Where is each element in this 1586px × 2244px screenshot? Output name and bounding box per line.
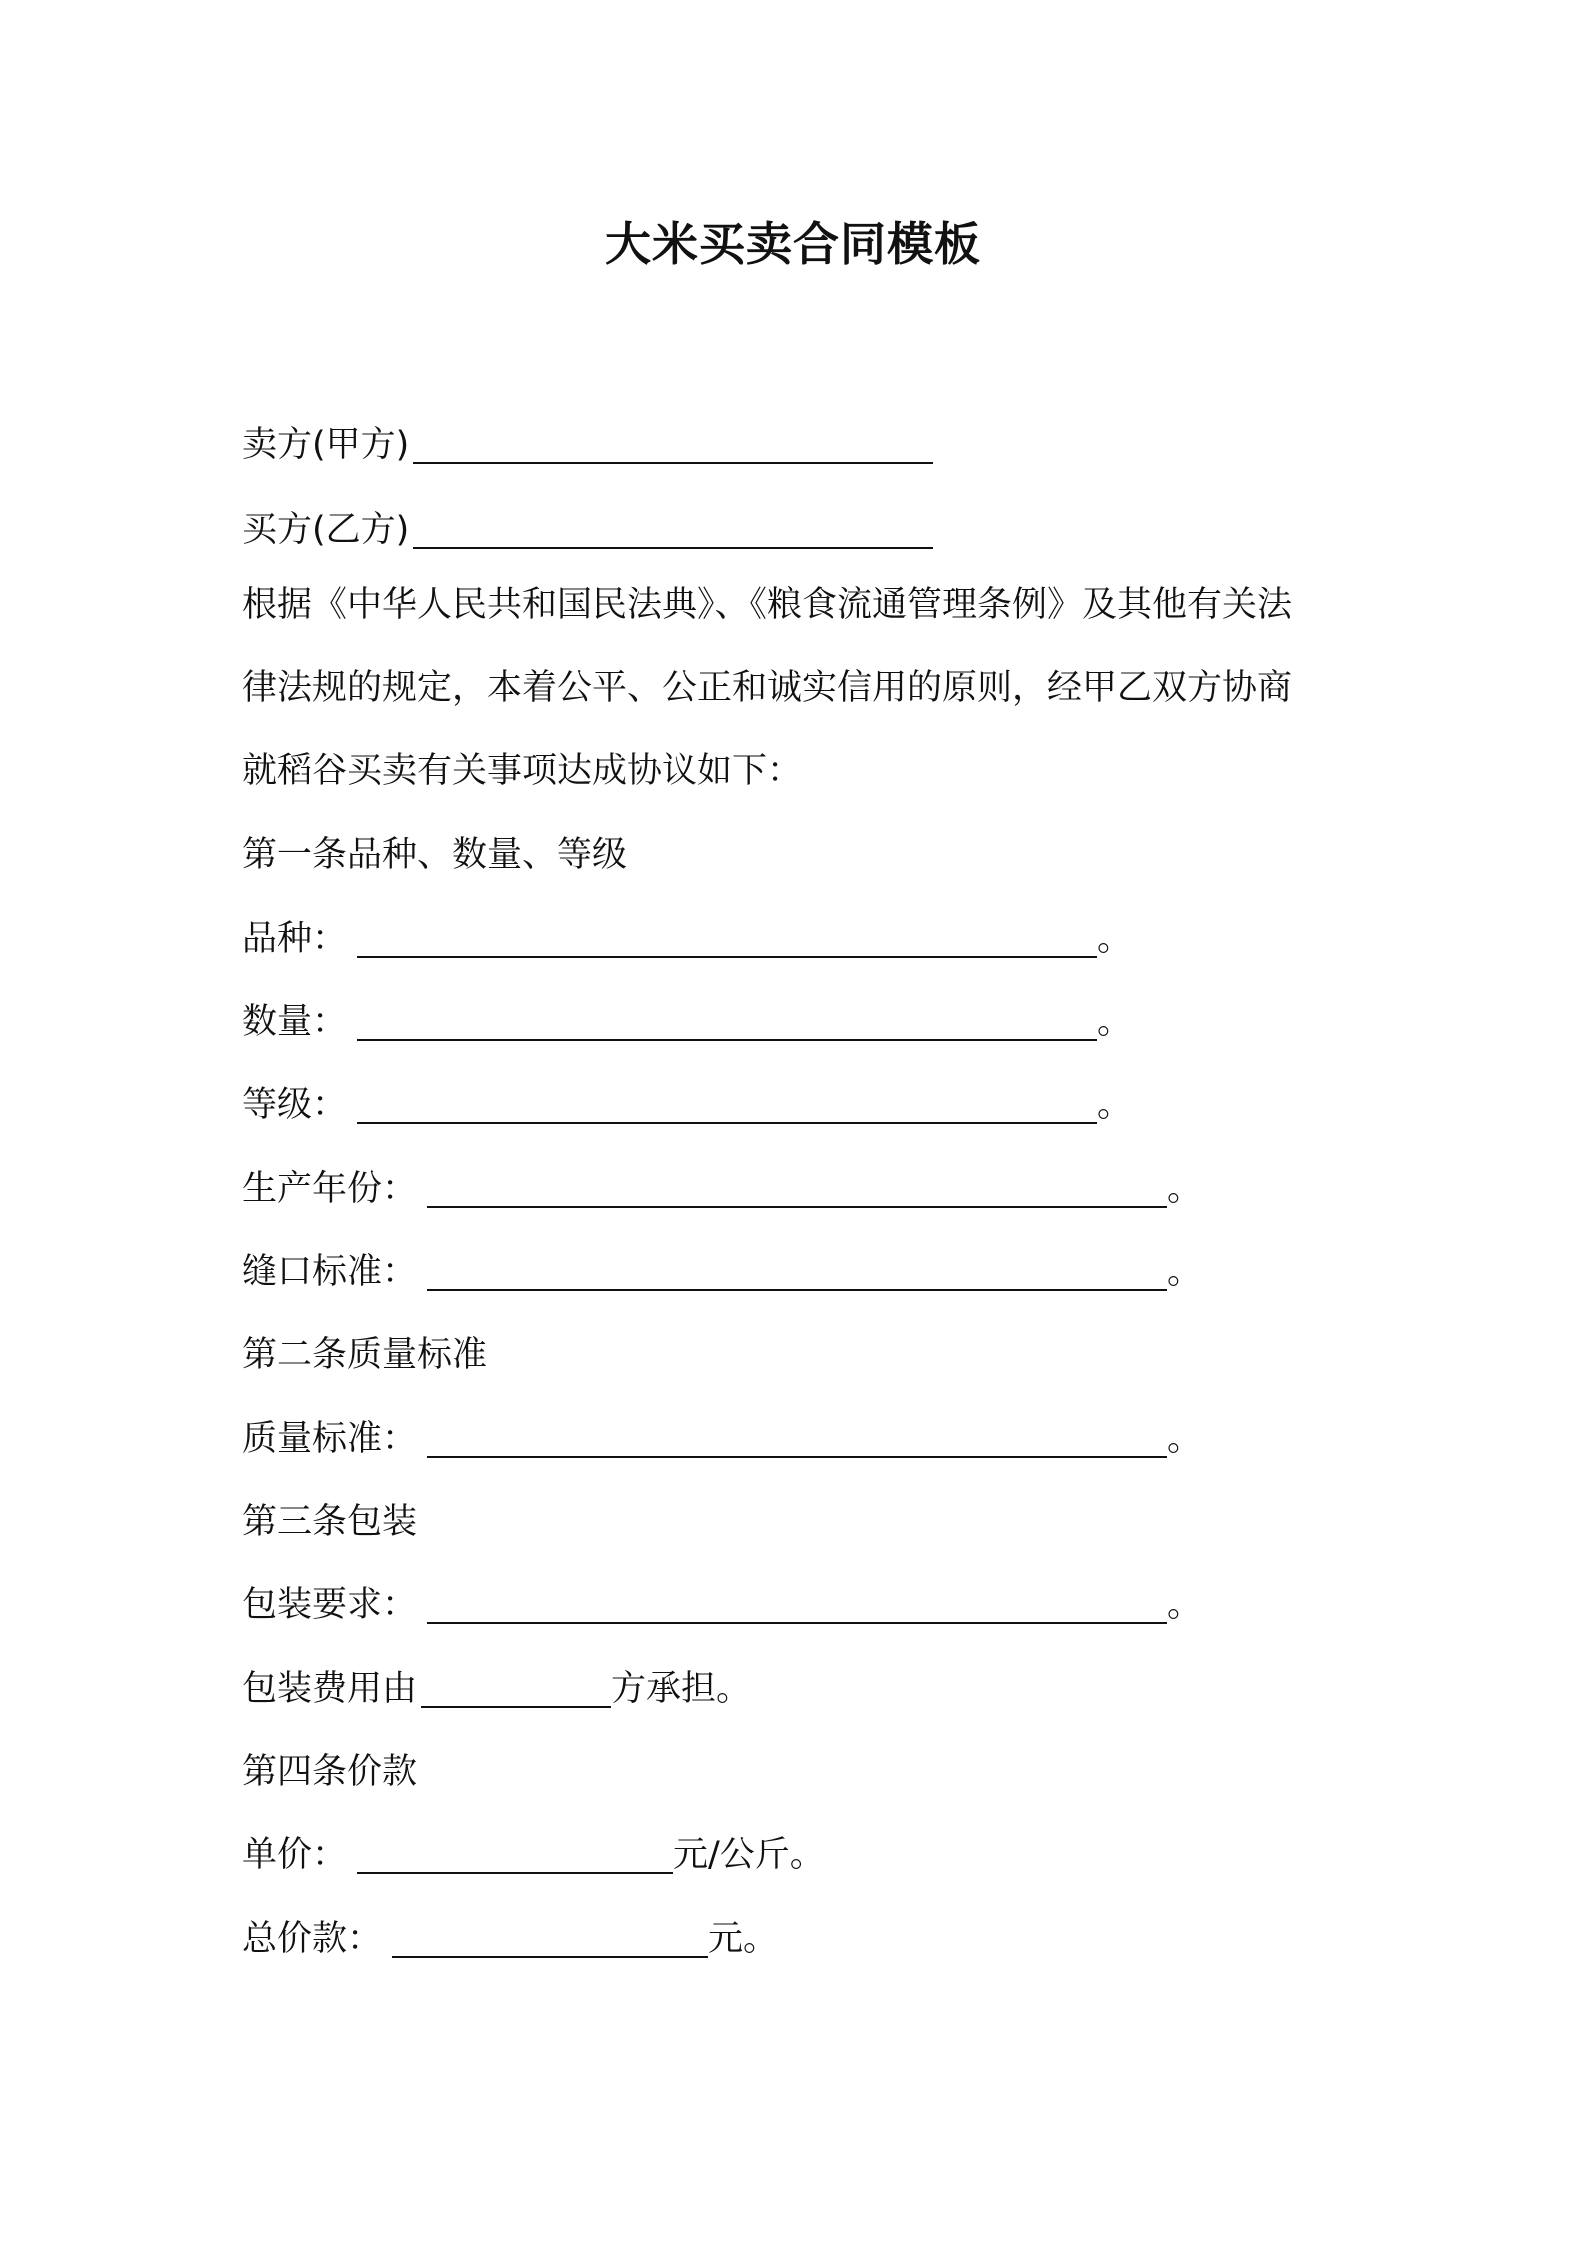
quantity-blank[interactable] <box>357 999 1097 1041</box>
buyer-label: 买方(乙方) <box>242 510 410 550</box>
total-price-blank[interactable] <box>392 1916 708 1958</box>
quality-standard-blank[interactable] <box>427 1416 1167 1458</box>
packaging-requirement-label: 包装要求： <box>242 1585 418 1625</box>
variety-label: 品种： <box>242 919 348 959</box>
buyer-line <box>242 505 933 555</box>
quantity-label: 数量： <box>242 1002 348 1042</box>
total-price-label: 总价款： <box>242 1919 383 1959</box>
packaging-cost-party-blank[interactable] <box>421 1666 611 1708</box>
seller-label: 卖方(甲方) <box>242 425 410 465</box>
seller-blank[interactable] <box>413 422 933 464</box>
article3-heading <box>242 1497 417 1547</box>
packaging-requirement-line <box>242 1580 1202 1630</box>
article1-heading-text: 第一条品种、数量、等级 <box>242 835 628 875</box>
unit-price-label: 单价： <box>242 1835 348 1875</box>
packaging-requirement-blank[interactable] <box>427 1582 1167 1624</box>
unit-price-line <box>242 1830 825 1880</box>
variety-end-mark: 。 <box>1097 919 1133 959</box>
article4-heading-text: 第四条价款 <box>242 1752 418 1792</box>
total-price-line <box>242 1914 778 1964</box>
article4-heading <box>242 1747 417 1797</box>
grade-blank[interactable] <box>357 1082 1097 1124</box>
article2-heading-text: 第二条质量标准 <box>242 1335 488 1375</box>
intro-text-3: 就稻谷买卖有关事项达成协议如下： <box>242 751 803 791</box>
production-year-label: 生产年份： <box>242 1169 418 1209</box>
quality-standard-end-mark: 。 <box>1167 1419 1203 1459</box>
intro-text-2: 律法规的规定，本着公平、公正和诚实信用的原则，经甲乙双方协商 <box>242 668 1293 708</box>
quality-standard-line <box>242 1414 1202 1464</box>
document-title: 大米买卖合同模板 <box>605 217 981 271</box>
production-year-blank[interactable] <box>427 1166 1167 1208</box>
production-year-line <box>242 1164 1202 1214</box>
variety-blank[interactable] <box>357 916 1097 958</box>
article1-heading <box>242 830 627 880</box>
article2-heading <box>242 1330 487 1380</box>
seller-line <box>242 420 933 470</box>
seam-standard-blank[interactable] <box>427 1249 1167 1291</box>
article3-heading-text: 第三条包装 <box>242 1502 418 1542</box>
quantity-line <box>242 997 1132 1047</box>
packaging-requirement-end-mark: 。 <box>1167 1585 1203 1625</box>
variety-line <box>242 914 1132 964</box>
unit-price-suffix: 元/公斤。 <box>673 1835 825 1875</box>
intro-text-1: 根据《中华人民共和国民法典》、《粮食流通管理条例》及其他有关法 <box>242 585 1293 625</box>
grade-label: 等级： <box>242 1085 348 1125</box>
packaging-cost-prefix: 包装费用由 <box>242 1669 418 1709</box>
packaging-cost-suffix: 方承担。 <box>611 1669 752 1709</box>
grade-end-mark: 。 <box>1097 1085 1133 1125</box>
quality-standard-label: 质量标准： <box>242 1419 418 1459</box>
grade-line <box>242 1080 1132 1130</box>
packaging-cost-line <box>242 1664 751 1714</box>
total-price-suffix: 元。 <box>708 1919 779 1959</box>
unit-price-blank[interactable] <box>357 1832 673 1874</box>
seam-standard-end-mark: 。 <box>1167 1252 1203 1292</box>
seam-standard-line <box>242 1247 1202 1297</box>
intro-line-3 <box>242 746 802 796</box>
intro-line-2 <box>242 663 1292 713</box>
production-year-end-mark: 。 <box>1167 1169 1203 1209</box>
buyer-blank[interactable] <box>413 507 933 549</box>
quantity-end-mark: 。 <box>1097 1002 1133 1042</box>
seam-standard-label: 缝口标准： <box>242 1252 418 1292</box>
intro-line-1 <box>242 580 1292 630</box>
